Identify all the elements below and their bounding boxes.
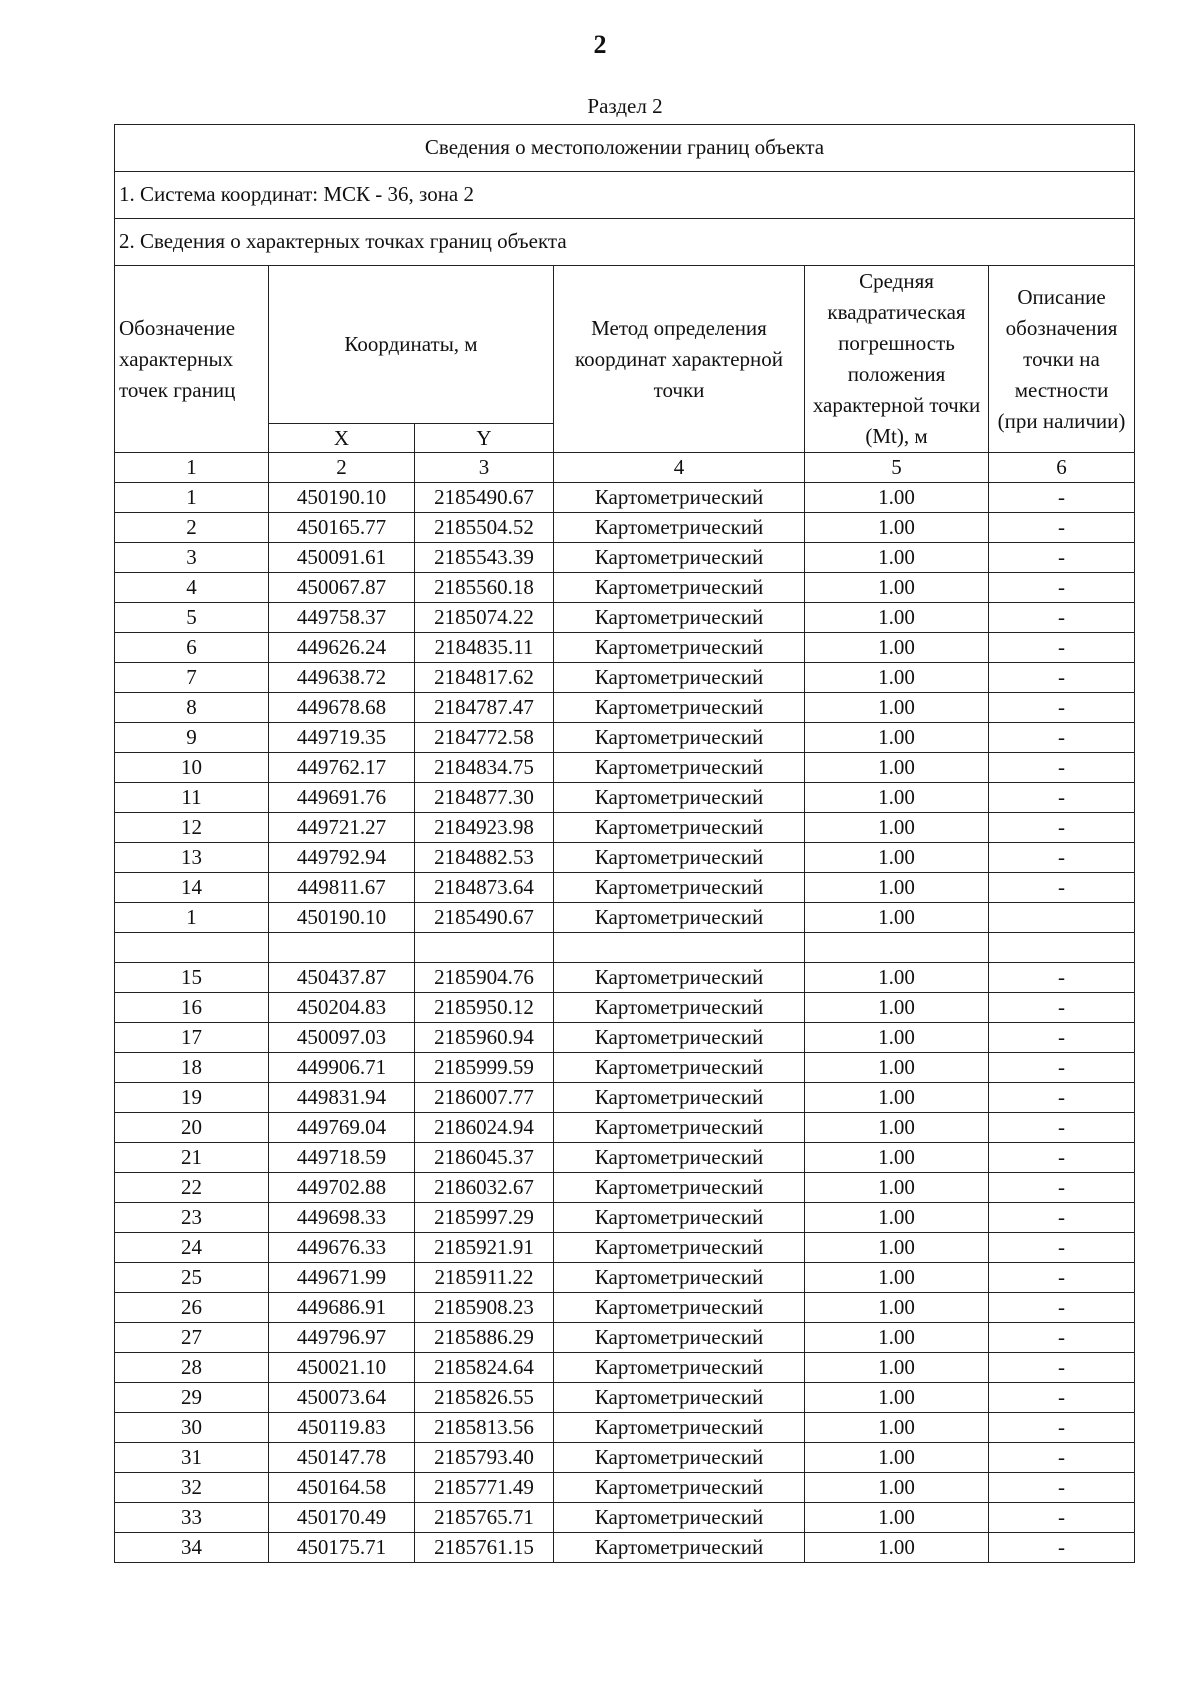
coord-x: 449702.88 [269, 1173, 415, 1203]
description: - [989, 1263, 1135, 1293]
coord-y: 2185908.23 [415, 1293, 554, 1323]
point-number: 20 [115, 1113, 269, 1143]
description: - [989, 723, 1135, 753]
coord-y: 2185911.22 [415, 1263, 554, 1293]
table-row [115, 873, 1135, 903]
coord-x: 450067.87 [269, 573, 415, 603]
method: Картометрический [554, 663, 805, 693]
point-number: 8 [115, 693, 269, 723]
coord-x: 449678.68 [269, 693, 415, 723]
point-number: 34 [115, 1533, 269, 1563]
point-number: 13 [115, 843, 269, 873]
method: Картометрический [554, 1233, 805, 1263]
column-numbers-row [115, 453, 1135, 483]
description: - [989, 993, 1135, 1023]
coord-x: 450073.64 [269, 1383, 415, 1413]
mt-error: 1.00 [805, 963, 989, 993]
coord-x: 449638.72 [269, 663, 415, 693]
table-row [115, 1173, 1135, 1203]
coord-x: 449718.59 [269, 1143, 415, 1173]
method: Картометрический [554, 1353, 805, 1383]
point-number: 21 [115, 1143, 269, 1173]
mt-error: 1.00 [805, 693, 989, 723]
mt-error: 1.00 [805, 543, 989, 573]
coord-x [269, 933, 415, 963]
point-number: 19 [115, 1083, 269, 1113]
description: - [989, 1503, 1135, 1533]
table-row [115, 753, 1135, 783]
coord-y: 2186007.77 [415, 1083, 554, 1113]
method: Картометрический [554, 723, 805, 753]
coord-y: 2185886.29 [415, 1323, 554, 1353]
mt-error: 1.00 [805, 633, 989, 663]
coord-y: 2184772.58 [415, 723, 554, 753]
method: Картометрический [554, 813, 805, 843]
coord-x: 450021.10 [269, 1353, 415, 1383]
mt-error: 1.00 [805, 603, 989, 633]
description [989, 903, 1135, 933]
table-row [115, 1083, 1135, 1113]
description: - [989, 1293, 1135, 1323]
mt-error: 1.00 [805, 1383, 989, 1413]
point-number: 14 [115, 873, 269, 903]
mt-error: 1.00 [805, 513, 989, 543]
point-number: 5 [115, 603, 269, 633]
mt-error: 1.00 [805, 483, 989, 513]
table-row [115, 1323, 1135, 1353]
coord-y: 2185490.67 [415, 903, 554, 933]
table-row [115, 693, 1135, 723]
method: Картометрический [554, 693, 805, 723]
description: - [989, 693, 1135, 723]
coord-y [415, 933, 554, 963]
description: - [989, 513, 1135, 543]
coord-y: 2185824.64 [415, 1353, 554, 1383]
point-number: 22 [115, 1173, 269, 1203]
coord-y: 2184923.98 [415, 813, 554, 843]
method: Картометрический [554, 1023, 805, 1053]
table-row [115, 783, 1135, 813]
method: Картометрический [554, 1113, 805, 1143]
table-row [115, 483, 1135, 513]
header-error: Средняя квадратическая погрешность положения характерной точки (Mt), м [805, 266, 989, 453]
mt-error: 1.00 [805, 1023, 989, 1053]
coord-y: 2185543.39 [415, 543, 554, 573]
header-designation: Обозначение характерных точек границ [115, 266, 269, 453]
description: - [989, 483, 1135, 513]
coord-x: 450190.10 [269, 903, 415, 933]
description: - [989, 813, 1135, 843]
point-number: 23 [115, 1203, 269, 1233]
coord-y: 2185999.59 [415, 1053, 554, 1083]
method: Картометрический [554, 1263, 805, 1293]
table-row [115, 573, 1135, 603]
mt-error: 1.00 [805, 783, 989, 813]
mt-error: 1.00 [805, 1083, 989, 1113]
coord-y: 2184873.64 [415, 873, 554, 903]
table-row [115, 663, 1135, 693]
method: Картометрический [554, 513, 805, 543]
coord-x: 449671.99 [269, 1263, 415, 1293]
mt-error: 1.00 [805, 1143, 989, 1173]
coord-y: 2185813.56 [415, 1413, 554, 1443]
description: - [989, 873, 1135, 903]
description: - [989, 573, 1135, 603]
coord-y: 2185921.91 [415, 1233, 554, 1263]
table-row [115, 1113, 1135, 1143]
point-number: 1 [115, 483, 269, 513]
method: Картометрический [554, 1323, 805, 1353]
coord-x: 449906.71 [269, 1053, 415, 1083]
coord-y: 2184877.30 [415, 783, 554, 813]
table-row [115, 1533, 1135, 1563]
method: Картометрический [554, 1293, 805, 1323]
mt-error: 1.00 [805, 843, 989, 873]
mt-error: 1.00 [805, 1353, 989, 1383]
coord-y: 2185950.12 [415, 993, 554, 1023]
coord-x: 449721.27 [269, 813, 415, 843]
method: Картометрический [554, 993, 805, 1023]
coord-y: 2184817.62 [415, 663, 554, 693]
description: - [989, 1383, 1135, 1413]
table-row [115, 1413, 1135, 1443]
coord-x: 449686.91 [269, 1293, 415, 1323]
coord-y: 2185504.52 [415, 513, 554, 543]
point-number: 3 [115, 543, 269, 573]
method: Картометрический [554, 633, 805, 663]
point-number: 28 [115, 1353, 269, 1383]
method: Картометрический [554, 1533, 805, 1563]
description [989, 933, 1135, 963]
method: Картометрический [554, 483, 805, 513]
description: - [989, 1053, 1135, 1083]
method: Картометрический [554, 1143, 805, 1173]
point-number: 33 [115, 1503, 269, 1533]
table-row [115, 543, 1135, 573]
mt-error: 1.00 [805, 873, 989, 903]
point-number: 31 [115, 1443, 269, 1473]
mt-error: 1.00 [805, 993, 989, 1023]
method: Картометрический [554, 1443, 805, 1473]
column-number: 6 [989, 453, 1135, 483]
mt-error: 1.00 [805, 1263, 989, 1293]
method: Картометрический [554, 873, 805, 903]
coord-y: 2185765.71 [415, 1503, 554, 1533]
mt-error: 1.00 [805, 1503, 989, 1533]
table-row [115, 1443, 1135, 1473]
coord-y: 2185490.67 [415, 483, 554, 513]
method: Картометрический [554, 963, 805, 993]
point-number: 6 [115, 633, 269, 663]
mt-error: 1.00 [805, 1473, 989, 1503]
point-number: 4 [115, 573, 269, 603]
method: Картометрический [554, 1413, 805, 1443]
header-description: Описание обозначения точки на местности (при наличии) [989, 266, 1135, 453]
coord-y: 2185560.18 [415, 573, 554, 603]
coord-x: 449719.35 [269, 723, 415, 753]
page-number: 2 [593, 30, 607, 59]
header-coordinates: Координаты, м [269, 266, 554, 424]
method: Картометрический [554, 1473, 805, 1503]
point-number: 26 [115, 1293, 269, 1323]
coord-y: 2185826.55 [415, 1383, 554, 1413]
table-row [115, 1233, 1135, 1263]
method: Картометрический [554, 573, 805, 603]
table-row [115, 603, 1135, 633]
point-number: 15 [115, 963, 269, 993]
description: - [989, 1413, 1135, 1443]
mt-error: 1.00 [805, 1293, 989, 1323]
description: - [989, 663, 1135, 693]
coord-x: 449796.97 [269, 1323, 415, 1353]
method: Картометрический [554, 1083, 805, 1113]
column-number: 3 [415, 453, 554, 483]
point-number: 27 [115, 1323, 269, 1353]
method [554, 933, 805, 963]
table-row [115, 843, 1135, 873]
coord-x: 450190.10 [269, 483, 415, 513]
coord-x: 450437.87 [269, 963, 415, 993]
coord-y: 2186045.37 [415, 1143, 554, 1173]
table-row [115, 513, 1135, 543]
mt-error: 1.00 [805, 1413, 989, 1443]
point-number: 18 [115, 1053, 269, 1083]
description: - [989, 1233, 1135, 1263]
table-row [115, 963, 1135, 993]
method: Картометрический [554, 1383, 805, 1413]
coord-x: 449758.37 [269, 603, 415, 633]
method: Картометрический [554, 783, 805, 813]
method: Картометрический [554, 753, 805, 783]
description: - [989, 1083, 1135, 1113]
mt-error: 1.00 [805, 1533, 989, 1563]
coord-y: 2186032.67 [415, 1173, 554, 1203]
table-row [115, 1023, 1135, 1053]
coord-y: 2184787.47 [415, 693, 554, 723]
table-row [115, 1353, 1135, 1383]
points-title: 2. Сведения о характерных точках границ объекта [115, 219, 1135, 266]
mt-error [805, 933, 989, 963]
point-number: 30 [115, 1413, 269, 1443]
point-number: 16 [115, 993, 269, 1023]
point-number: 1 [115, 903, 269, 933]
coord-x: 449792.94 [269, 843, 415, 873]
method: Картометрический [554, 903, 805, 933]
coord-y: 2184835.11 [415, 633, 554, 663]
mt-error: 1.00 [805, 1323, 989, 1353]
coord-x: 449698.33 [269, 1203, 415, 1233]
description: - [989, 633, 1135, 663]
coord-y: 2184834.75 [415, 753, 554, 783]
table-row [115, 1383, 1135, 1413]
coord-y: 2185904.76 [415, 963, 554, 993]
column-number: 4 [554, 453, 805, 483]
table-row [115, 1203, 1135, 1233]
coord-x: 450175.71 [269, 1533, 415, 1563]
description: - [989, 1353, 1135, 1383]
description: - [989, 1443, 1135, 1473]
coord-x: 449676.33 [269, 1233, 415, 1263]
point-number: 12 [115, 813, 269, 843]
coord-y: 2185761.15 [415, 1533, 554, 1563]
description: - [989, 753, 1135, 783]
mt-error: 1.00 [805, 1233, 989, 1263]
description: - [989, 1203, 1135, 1233]
coord-x: 450147.78 [269, 1443, 415, 1473]
method: Картометрический [554, 1173, 805, 1203]
method: Картометрический [554, 1053, 805, 1083]
mt-error: 1.00 [805, 903, 989, 933]
mt-error: 1.00 [805, 1443, 989, 1473]
table-row [115, 1053, 1135, 1083]
table-row [115, 723, 1135, 753]
description: - [989, 1473, 1135, 1503]
column-number: 5 [805, 453, 989, 483]
point-number: 11 [115, 783, 269, 813]
table-row [115, 1473, 1135, 1503]
mt-error: 1.00 [805, 753, 989, 783]
method: Картометрический [554, 843, 805, 873]
point-number: 24 [115, 1233, 269, 1263]
method: Картометрический [554, 603, 805, 633]
coord-x: 450097.03 [269, 1023, 415, 1053]
description: - [989, 603, 1135, 633]
coord-system: 1. Система координат: МСК - 36, зона 2 [115, 172, 1135, 219]
method: Картометрический [554, 1503, 805, 1533]
coord-x: 450119.83 [269, 1413, 415, 1443]
coord-x: 449769.04 [269, 1113, 415, 1143]
description: - [989, 843, 1135, 873]
coord-x: 450204.83 [269, 993, 415, 1023]
table-row [115, 933, 1135, 963]
table-row [115, 903, 1135, 933]
column-number: 2 [269, 453, 415, 483]
coord-x: 449831.94 [269, 1083, 415, 1113]
table-row [115, 633, 1135, 663]
coord-y: 2185793.40 [415, 1443, 554, 1473]
coord-x: 449626.24 [269, 633, 415, 663]
coord-x: 450170.49 [269, 1503, 415, 1533]
point-number: 29 [115, 1383, 269, 1413]
mt-error: 1.00 [805, 1203, 989, 1233]
point-number: 9 [115, 723, 269, 753]
point-number: 7 [115, 663, 269, 693]
coord-x: 449811.67 [269, 873, 415, 903]
point-number [115, 933, 269, 963]
description: - [989, 1323, 1135, 1353]
description: - [989, 963, 1135, 993]
coord-y: 2184882.53 [415, 843, 554, 873]
coord-y: 2186024.94 [415, 1113, 554, 1143]
point-number: 25 [115, 1263, 269, 1293]
table-row [115, 1263, 1135, 1293]
point-number: 17 [115, 1023, 269, 1053]
point-number: 32 [115, 1473, 269, 1503]
method: Картометрический [554, 1203, 805, 1233]
description: - [989, 1143, 1135, 1173]
description: - [989, 1113, 1135, 1143]
coord-x: 449691.76 [269, 783, 415, 813]
mt-error: 1.00 [805, 573, 989, 603]
table-row [115, 1503, 1135, 1533]
boundary-points-table [114, 124, 1135, 1563]
coord-x: 450165.77 [269, 513, 415, 543]
description: - [989, 543, 1135, 573]
coord-y: 2185997.29 [415, 1203, 554, 1233]
coord-y: 2185960.94 [415, 1023, 554, 1053]
description: - [989, 1533, 1135, 1563]
column-number: 1 [115, 453, 269, 483]
mt-error: 1.00 [805, 1113, 989, 1143]
mt-error: 1.00 [805, 663, 989, 693]
mt-error: 1.00 [805, 723, 989, 753]
coord-y: 2185771.49 [415, 1473, 554, 1503]
description: - [989, 1023, 1135, 1053]
description: - [989, 783, 1135, 813]
table-title: Сведения о местоположении границ объекта [115, 125, 1135, 172]
section-title: Раздел 2 [587, 94, 663, 118]
coord-x: 450164.58 [269, 1473, 415, 1503]
method: Картометрический [554, 543, 805, 573]
description: - [989, 1173, 1135, 1203]
coord-y: 2185074.22 [415, 603, 554, 633]
table-row [115, 813, 1135, 843]
table-row [115, 993, 1135, 1023]
table-row [115, 1293, 1135, 1323]
table-row [115, 1143, 1135, 1173]
mt-error: 1.00 [805, 813, 989, 843]
coord-x: 449762.17 [269, 753, 415, 783]
header-x: X [269, 423, 415, 452]
point-number: 2 [115, 513, 269, 543]
point-number: 10 [115, 753, 269, 783]
mt-error: 1.00 [805, 1053, 989, 1083]
header-method: Метод определения координат характерной точки [554, 266, 805, 453]
header-y: Y [415, 423, 554, 452]
mt-error: 1.00 [805, 1173, 989, 1203]
coord-x: 450091.61 [269, 543, 415, 573]
